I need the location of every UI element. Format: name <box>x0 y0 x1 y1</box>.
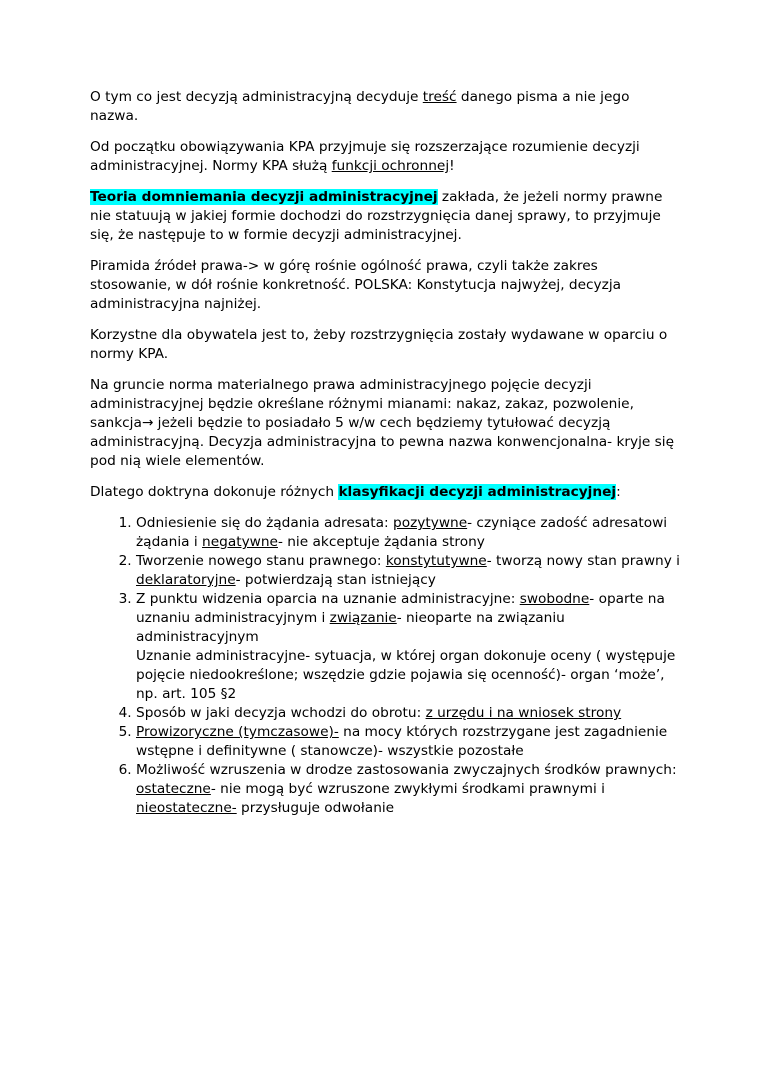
text: Sposób w jaki decyzja wchodzi do obrotu: <box>136 705 426 721</box>
underlined-term: z urzędu i na wniosek strony <box>425 705 622 721</box>
highlighted-term: Teoria domniemania decyzji administracyjnej <box>90 189 438 205</box>
list-item <box>136 704 680 723</box>
list-item <box>136 514 680 552</box>
text: - nie akceptuje żądania strony <box>277 534 485 550</box>
underlined-term: deklaratoryjne <box>136 572 236 588</box>
text: Od początku obowiązywania KPA przyjmuje się rozszerzające rozumienie decyzji administracyjnej. Normy KPA służą <box>90 139 640 174</box>
classification-list <box>90 514 680 818</box>
list-item-note: Uznanie administracyjne- sytuacja, w której organ dokonuje oceny ( występuje pojęcie niedookreślone; wszędzie gdzie pojawia się ocenność)- organ ‘może’, np. art. 105 §2 <box>136 648 676 702</box>
underlined-term: swobodne <box>519 591 590 607</box>
text: zakłada, że jeżeli normy prawne nie statuują w jakiej formie dochodzi do rozstrzygnięcia danej sprawy, to przyjmuje się, że następuje to w formie decyzji administracyjnej. <box>90 189 663 243</box>
list-item <box>136 590 680 704</box>
list-item <box>136 552 680 590</box>
underlined-term: ostateczne <box>136 781 211 797</box>
text: Z punktu widzenia oparcia na uznanie administracyjne: <box>136 591 520 607</box>
text: danego pisma a nie jego nazwa. <box>90 89 630 124</box>
underlined-term: funkcji ochronnej <box>331 158 450 174</box>
underlined-term: pozytywne <box>393 515 468 531</box>
underlined-term: negatywne <box>202 534 278 550</box>
text: : <box>616 484 621 500</box>
text: O tym co jest decyzją administracyjną decyduje <box>90 89 423 105</box>
underlined-term: konstytutywne <box>385 553 487 569</box>
underlined-term: treść <box>422 89 457 105</box>
paragraph-3 <box>90 188 680 245</box>
highlighted-term: klasyfikacji decyzji administracyjnej <box>338 484 617 500</box>
paragraph-6: Na gruncie norma materialnego prawa administracyjnego pojęcie decyzji administracyjnej będzie określane różnymi mianami: nakaz, zakaz, pozwolenie, sankcja→ jeżeli będzie to posiadało 5 w/w cech będziemy tytułować decyzją administracyjną. Decyzja administracyjna to pewna nazwa konwencjonalna- kryje się pod nią wiele elementów. <box>90 377 675 469</box>
paragraph-2 <box>90 138 680 176</box>
text: - czyniące zadość adresatowi żądania i <box>136 515 668 550</box>
underlined-term: związanie <box>329 610 397 626</box>
text: - oparte na uznaniu administracyjnym i <box>136 591 665 626</box>
text: - potwierdzają stan istniejący <box>235 572 436 588</box>
list-item <box>136 723 680 761</box>
document-body <box>90 88 680 818</box>
text: Możliwość wzruszenia w drodze zastosowania zwyczajnych środków prawnych: <box>136 762 677 778</box>
paragraph-1 <box>90 88 680 126</box>
text: Dlatego doktryna dokonuje różnych <box>90 484 339 500</box>
text: - tworzą nowy stan prawny i <box>486 553 680 569</box>
paragraph-4: Piramida źródeł prawa-> w górę rośnie ogólność prawa, czyli także zakres stosowanie, w dół rośnie konkretność. POLSKA: Konstytucja najwyżej, decyzja administracyjna najniżej. <box>90 258 622 312</box>
text: - nie mogą być wzruszone zwykłymi środkami prawnymi i <box>210 781 605 797</box>
text: Tworzenie nowego stanu prawnego: <box>136 553 386 569</box>
underlined-term: Prowizoryczne (tymczasowe)- <box>136 724 339 740</box>
text: przysługuje odwołanie <box>236 800 395 816</box>
list-item <box>136 761 680 818</box>
text: - nieoparte na związaniu administracyjnym <box>136 610 565 645</box>
underlined-term: nieostateczne- <box>136 800 237 816</box>
paragraph-5: Korzystne dla obywatela jest to, żeby rozstrzygnięcia zostały wydawane w oparciu o normy KPA. <box>90 327 668 362</box>
text: Odniesienie się do żądania adresata: <box>136 515 394 531</box>
text: na mocy których rozstrzygane jest zagadnienie wstępne i definitywne ( stanowcze)- wszystkie pozostałe <box>136 724 668 759</box>
paragraph-7 <box>90 483 680 502</box>
text: ! <box>449 158 455 174</box>
